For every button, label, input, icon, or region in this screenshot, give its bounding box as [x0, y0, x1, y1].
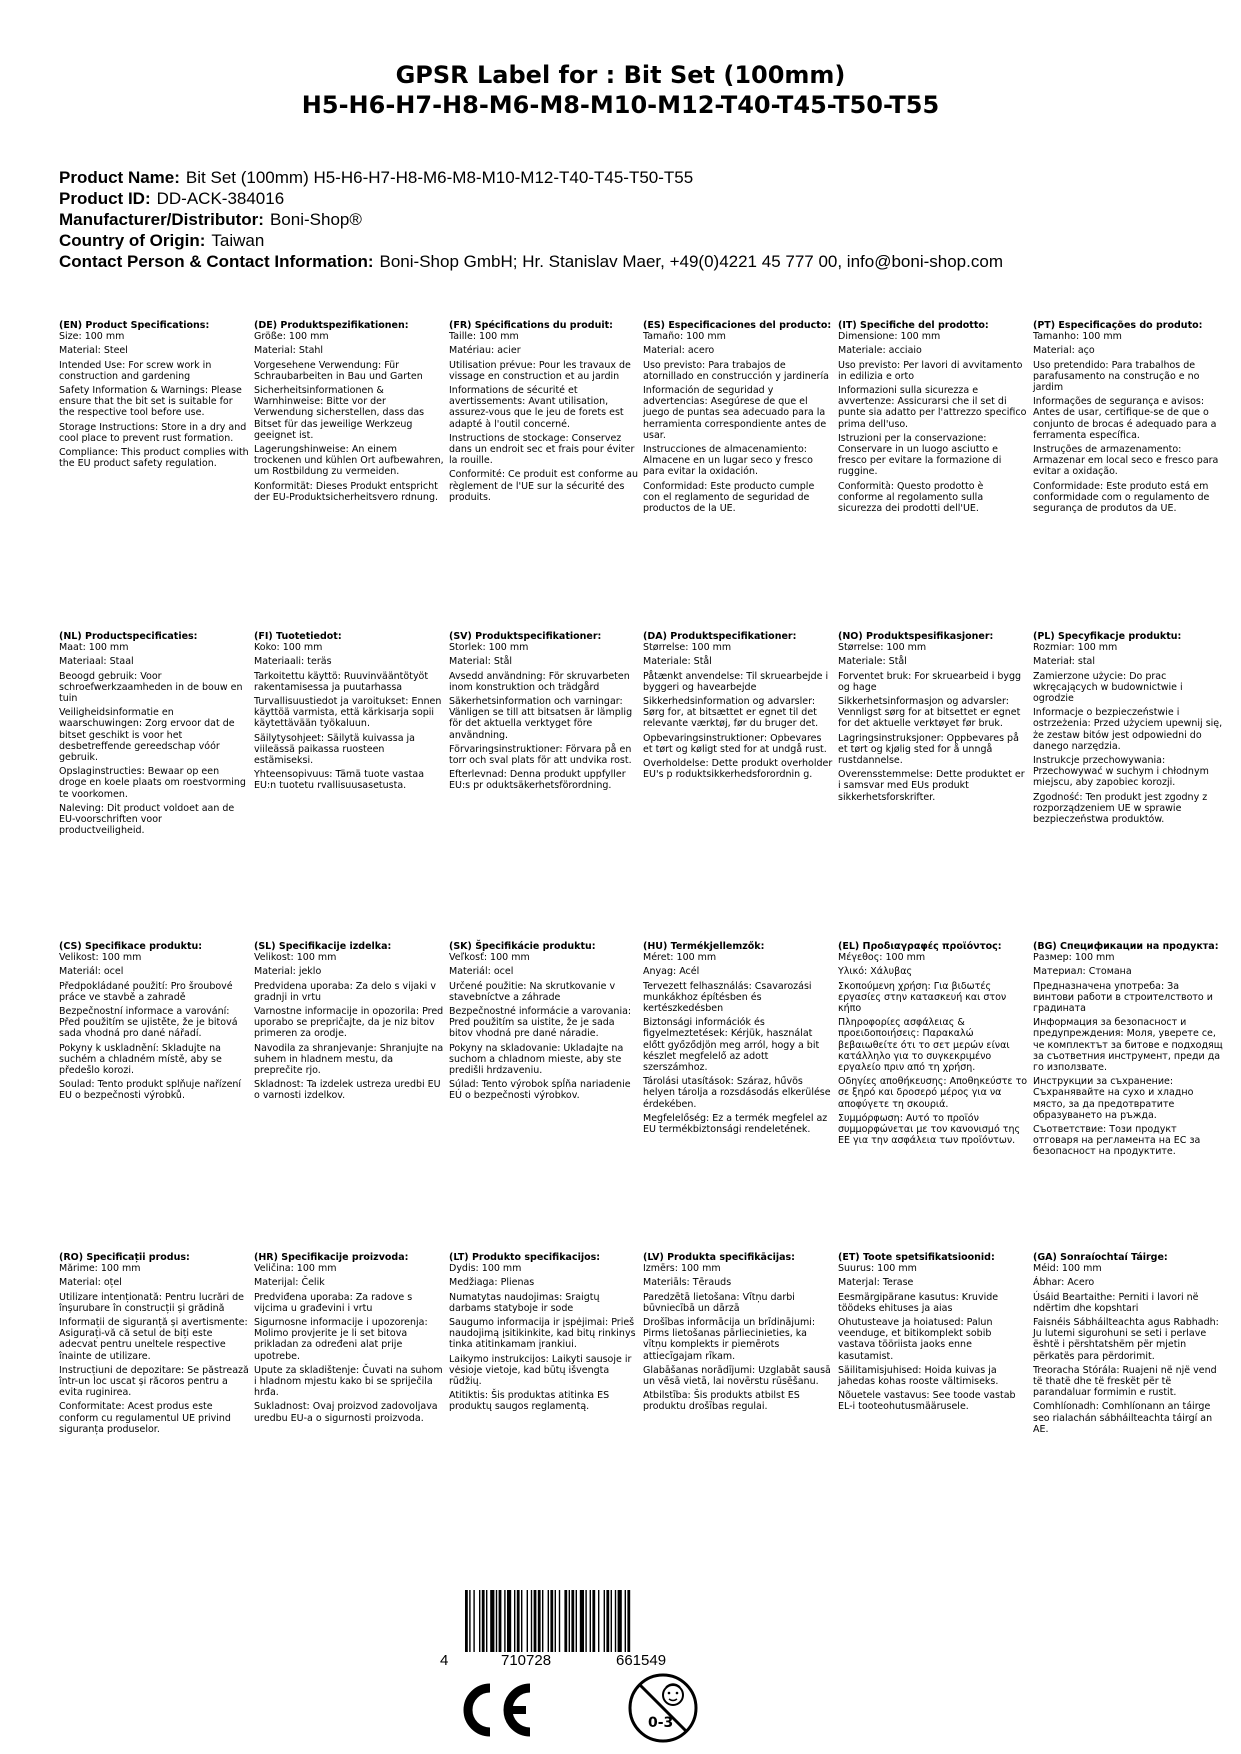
- spec-field: Zgodność: Ten produkt jest zgodny z rozporządzeniem UE w sprawie bezpieczeństwa produktów.: [1033, 791, 1208, 826]
- spec-block-title: (NO) Produktspesifikasjoner:: [838, 631, 994, 642]
- spec-field: Pokyny na skladovanie: Ukladajte na suchom a chladnom mieste, aby ste predišli hrdzaveniu.: [449, 1042, 624, 1077]
- barcode-bar: [627, 1590, 630, 1652]
- spec-block: [449, 941, 639, 1105]
- spec-field: Μέγεθος: 100 mm: [838, 952, 926, 964]
- spec-block-title: (EN) Product Specifications:: [59, 320, 210, 331]
- spec-field: Vorgesehene Verwendung: Für Schraubarbeiten in Bau und Garten: [254, 359, 423, 382]
- spec-field: Informazioni sulla sicurezza e avvertenze: Assicurarsi che il set di punte sia adatto per l'attrezzo specifico prima dell'uso.: [838, 385, 1027, 430]
- spec-field: Overensstemmelse: Dette produktet er i samsvar med EUs produkt sikkerhetsforskrifter.: [838, 769, 1025, 803]
- spec-block: [59, 320, 249, 472]
- spec-field: Beoogd gebruik: Voor schroefwerkzaamheden in de bouw en tuin: [59, 670, 243, 705]
- spec-field: Инструкции за съхранение: Съхранявайте на сухо и хладно място, за да предотвратите образуването на ръжда.: [1033, 1076, 1194, 1121]
- spec-field: Material: oțel: [59, 1277, 122, 1289]
- spec-field: Nõuetele vastavus: See toode vastab EL-i tooteohutusmäärusele.: [838, 1390, 1016, 1413]
- spec-block-title: (FR) Spécifications du produit:: [449, 320, 613, 331]
- spec-block-title: (PT) Especificações do produto:: [1033, 320, 1203, 331]
- spec-field: Určené použitie: Na skrutkovanie v stavebníctve a záhrade: [449, 980, 616, 1003]
- barcode-bar: [569, 1590, 570, 1652]
- spec-field: Größe: 100 mm: [254, 331, 329, 343]
- barcode-bar: [550, 1590, 553, 1652]
- spec-field: Opslaginstructies: Bewaar op een droge en koele plaats om roestvorming te voorkomen.: [59, 766, 246, 800]
- barcode-bar: [555, 1590, 556, 1652]
- spec-field: Συμμόρφωση: Αυτό το προϊόν συμμορφώνεται με τον κανονισμό της ΕΕ για την ασφάλεια των προϊόντων.: [838, 1112, 1021, 1147]
- spec-block: [838, 320, 1028, 517]
- spec-block: [838, 631, 1028, 806]
- barcode-bar: [534, 1590, 537, 1652]
- spec-field: Varnostne informacije in opozorila: Pred uporabo se prepričajte, da je niz bitov primeren za orodje.: [254, 1006, 444, 1040]
- spec-field: Navodila za shranjevanje: Shranjujte na suhem in hladnem mestu, da preprečite rjo.: [254, 1042, 444, 1077]
- spec-block-title: (BG) Спецификации на продукта:: [1033, 941, 1219, 952]
- barcode-bar: [559, 1590, 560, 1652]
- barcode-bar: [625, 1590, 626, 1652]
- spec-block: [449, 631, 639, 795]
- spec-field: Σκοπούμενη χρήση: Για βιδωτές εργασίες στην κατασκευή και στον κήπο: [838, 980, 1007, 1015]
- spec-field: Matériau: acier: [449, 345, 521, 357]
- spec-block: [643, 1252, 833, 1416]
- spec-field: Lagringsinstruksjoner: Oppbevares på et tørt og kjølig sted for å unngå rustdannelse.: [838, 732, 1019, 767]
- spec-block-title: (EL) Προδιαγραφές προϊόντος:: [838, 941, 1002, 952]
- spec-block-title: (ES) Especificaciones del producto:: [643, 320, 832, 331]
- spec-block-title: (ET) Toote spetsifikatsioonid:: [838, 1252, 995, 1263]
- info-line: [59, 230, 1003, 251]
- barcode-bar: [571, 1590, 574, 1652]
- spec-field: Drošības informācija un brīdinājumi: Pirms lietošanas pārliecinieties, ka vītņu komplekts ir piemērots attiecīgajam rīkam.: [643, 1317, 816, 1362]
- spec-field: Eesmärgipärane kasutus: Kruvide töödeks ehituses ja aias: [838, 1291, 999, 1314]
- spec-field: Instrukcje przechowywania: Przechowywać w suchym i chłodnym miejscu, aby zapobiec korozji.: [1033, 755, 1209, 789]
- spec-field: Предназначена употреба: За винтови работи в строителството и градината: [1033, 980, 1213, 1015]
- barcode-bar: [598, 1590, 599, 1652]
- spec-field: Méid: 100 mm: [1033, 1263, 1102, 1275]
- spec-block: [59, 941, 249, 1105]
- spec-field: Υλικό: Χάλυβας: [838, 966, 913, 978]
- spec-block: [254, 631, 444, 795]
- spec-field: Størrelse: 100 mm: [838, 642, 927, 654]
- spec-block-title: (HU) Termékjellemzők:: [643, 941, 765, 952]
- barcode-bar: [527, 1590, 528, 1652]
- spec-field: Информация за безопасност и предупреждения: Моля, уверете се, че комплектът за битове е подходящ за съответния инструмент, преди да го използвате.: [1033, 1017, 1223, 1074]
- spec-block: [1033, 1252, 1223, 1438]
- spec-field: Uso previsto: Per lavori di avvitamento in edilizia e orto: [838, 359, 1023, 382]
- spec-block-title: (GA) Sonraíochtaí Táirge:: [1033, 1252, 1168, 1263]
- barcode-bar: [615, 1590, 616, 1652]
- spec-field: Tamanho: 100 mm: [1033, 331, 1122, 343]
- spec-field: Materiál: ocel: [449, 966, 514, 978]
- spec-block-title: (SK) Špecifikácie produktu:: [449, 941, 596, 952]
- barcode: [440, 1590, 740, 1670]
- barcode-bar: [490, 1590, 494, 1652]
- spec-field: Tárolási utasítások: Száraz, hűvös helyen tárolja a rozsdásodás elkerülése érdekében.: [643, 1076, 831, 1110]
- spec-field: Skladnost: Ta izdelek ustreza uredbi EU o varnosti izdelkov.: [254, 1079, 441, 1102]
- spec-field: Intended Use: For screw work in construction and gardening: [59, 359, 212, 382]
- info-label: Country of Origin:: [59, 231, 206, 250]
- spec-field: Soulad: Tento produkt splňuje nařízení EU o bezpečnosti výrobků.: [59, 1079, 242, 1102]
- info-value: Bit Set (100mm) H5-H6-H7-H8-M6-M8-M10-M12-T40-T45-T50-T55: [185, 168, 694, 187]
- info-line: [59, 251, 1003, 272]
- spec-field: Atbilstība: Šis produkts atbilst ES produktu drošības regulai.: [643, 1390, 800, 1413]
- barcode-bar: [521, 1590, 522, 1652]
- spec-field: Veľkosť: 100 mm: [449, 952, 530, 964]
- spec-block-title: (DE) Produktspezifikationen:: [254, 320, 409, 331]
- spec-field: Materiał: stal: [1033, 656, 1096, 668]
- spec-field: Sigurnosne informacije i upozorenja: Molimo provjerite je li set bitova prikladan za određeni alat prije upotrebe.: [254, 1317, 428, 1362]
- spec-field: Sicherheitsinformationen & Warnhinweise: Bitte vor der Verwendung sicherstellen, dass das Bitset für das jeweilige Werkzeug geeignet ist.: [254, 385, 425, 441]
- barcode-right-group: 661549: [616, 1652, 667, 1669]
- barcode-bars: [465, 1590, 705, 1652]
- spec-field: Materiāls: Tērauds: [643, 1277, 732, 1289]
- spec-field: Turvallisuustiedot ja varoitukset: Ennen käyttöä varmista, että kärkisarja sopii käytettävään työkaluun.: [254, 696, 442, 730]
- spec-field: Tamaño: 100 mm: [643, 331, 726, 343]
- spec-field: Istruzioni per la conservazione: Conservare in un luogo asciutto e fresco per evitare la formazione di ruggine.: [838, 432, 1002, 478]
- spec-field: Sikkerhetsinformasjon og advarsler: Vennligst sørg for at bitsettet er egnet for det aktuelle verktøyet før bruk.: [838, 696, 1021, 730]
- spec-field: Съответствие: Този продукт отговаря на регламента на ЕС за безопасност на продуктите.: [1033, 1124, 1201, 1158]
- spec-field: Conformidade: Este produto está em conformidade com o regulamento de segurança de produtos da UE.: [1033, 480, 1210, 515]
- spec-block-title: (SL) Specifikacije izdelka:: [254, 941, 392, 952]
- spec-block-title: (CS) Specifikace produktu:: [59, 941, 203, 952]
- spec-field: Οδηγίες αποθήκευσης: Αποθηκεύστε το σε ξηρό και δροσερό μέρος για να αποφύγετε τη σκουριά.: [838, 1076, 1028, 1110]
- spec-block: [1033, 941, 1223, 1161]
- spec-field: Dydis: 100 mm: [449, 1263, 522, 1275]
- barcode-bar: [611, 1590, 612, 1652]
- barcode-bar: [507, 1590, 511, 1652]
- barcode-bar: [469, 1590, 470, 1652]
- barcode-bar: [482, 1590, 485, 1652]
- spec-field: Sikkerhedsinformation og advarsler: Sørg for, at bitsættet er egnet til det relevante værktøj, før du bruger det.: [643, 696, 819, 730]
- spec-field: Informations de sécurité et avertissements: Avant utilisation, assurez-vous que le jeu de forets est adapté à l'outil concerné.: [449, 385, 624, 430]
- spec-field: Veličina: 100 mm: [254, 1263, 337, 1275]
- spec-field: Comhlíonadh: Comhlíonann an táirge seo rialachán sábháilteachta táirgí an AE.: [1033, 1401, 1213, 1435]
- spec-field: Ábhar: Acero: [1033, 1277, 1095, 1289]
- spec-field: Koko: 100 mm: [254, 642, 323, 654]
- spec-field: Suurus: 100 mm: [838, 1263, 917, 1275]
- spec-field: Méret: 100 mm: [643, 952, 717, 964]
- spec-field: Materiale: Stål: [838, 656, 907, 668]
- barcode-bar: [499, 1590, 502, 1652]
- spec-field: Forventet bruk: For skruearbeid i bygg og hage: [838, 670, 1022, 693]
- spec-field: Material: jeklo: [254, 966, 322, 978]
- spec-field: Tervezett felhasználás: Csavarozási munkákhoz építésben és kertészkedésben: [643, 980, 812, 1015]
- barcode-bar: [542, 1590, 543, 1652]
- spec-block: [254, 320, 444, 506]
- spec-field: Material: Steel: [59, 345, 128, 357]
- info-value: Boni-Shop GmbH; Hr. Stanislav Maer, +49(0)4221 45 777 00, info@boni-shop.com: [379, 252, 1003, 271]
- spec-block: [643, 941, 833, 1138]
- barcode-bar: [479, 1590, 480, 1652]
- spec-field: Informații de siguranță și avertismente: Asigurați-vă că setul de biți este adecvat pentru uneltele respective înainte de utilizare.: [59, 1317, 248, 1362]
- spec-field: Yhteensopivuus: Tämä tuote vastaa EU:n tuotetu rvallisuusasetusta.: [254, 769, 425, 792]
- spec-field: Sukladnost: Ovaj proizvod zadovoljava uredbu EU-a o sigurnosti proizvoda.: [254, 1401, 438, 1424]
- spec-field: Atitiktis: Šis produktas atitinka ES produktų saugos reglamentą.: [449, 1390, 610, 1413]
- spec-field: Conformité: Ce produit est conforme au règlement de l'UE sur la sécurité des produits.: [449, 469, 638, 503]
- barcode-bar: [585, 1590, 586, 1652]
- spec-block-title: (NL) Productspecificaties:: [59, 631, 198, 642]
- spec-block: [449, 320, 639, 506]
- spec-field: Tarkoitettu käyttö: Ruuvinvääntötyöt rakentamisessa ja puutarhassa: [254, 670, 429, 693]
- barcode-bar: [580, 1590, 584, 1652]
- spec-field: Instrucciones de almacenamiento: Almacene en un lugar seco y fresco para evitar la oxidación.: [643, 444, 813, 478]
- spec-field: Safety Information & Warnings: Please ensure that the bit set is suitable for the respective tool before use.: [59, 385, 242, 419]
- barcode-bar: [604, 1590, 605, 1652]
- spec-block: [254, 941, 444, 1105]
- spec-block: [643, 320, 833, 517]
- spec-field: Předpokládané použití: Pro šroubové práce ve stavbě a zahradě: [59, 980, 233, 1003]
- spec-field: Anyag: Acél: [643, 966, 700, 978]
- spec-block-title: (PL) Specyfikacje produktu:: [1033, 631, 1182, 642]
- spec-field: Medžiaga: Plienas: [449, 1277, 535, 1289]
- spec-block-title: (LV) Produkta specifikācijas:: [643, 1252, 795, 1263]
- spec-field: Uso pretendido: Para trabalhos de parafusamento na construção e no jardim: [1033, 359, 1200, 394]
- spec-field: Instructions de stockage: Conservez dans un endroit sec et frais pour éviter la rouille.: [449, 432, 635, 467]
- spec-field: Velikost: 100 mm: [59, 952, 142, 964]
- spec-field: Påtænkt anvendelse: Til skruearbejde i byggeri og havearbejde: [643, 670, 829, 693]
- spec-block: [838, 1252, 1028, 1416]
- spec-block-title: (LT) Produkto specifikacijos:: [449, 1252, 601, 1263]
- spec-field: Súlad: Tento výrobok spĺňa nariadenie EÚ o bezpečnosti výrobkov.: [449, 1079, 631, 1102]
- barcode-bar: [486, 1590, 487, 1652]
- spec-field: Biztonsági információk és figyelmeztetések: Kérjük, használat előtt győződjön meg arról, hogy a bit készlet megfelelő az adott szerszámhoz.: [643, 1017, 820, 1074]
- spec-field: Izmērs: 100 mm: [643, 1263, 721, 1275]
- spec-block: [59, 631, 249, 839]
- spec-field: Upute za skladištenje: Čuvati na suhom i hladnom mjestu kako bi se spriječila hrđa.: [254, 1364, 443, 1399]
- spec-field: Material: Stahl: [254, 345, 324, 357]
- barcode-bar: [592, 1590, 595, 1652]
- spec-block-title: (SV) Produktspecifikationer:: [449, 631, 602, 642]
- spec-field: Dimensione: 100 mm: [838, 331, 941, 343]
- spec-field: Naleving: Dit product voldoet aan de EU-voorschriften voor productveiligheid.: [59, 802, 235, 837]
- age-warning-icon: [626, 1671, 700, 1745]
- spec-field: Paredzētā lietošana: Vītņu darbi būvniecībā un dārzā: [643, 1291, 795, 1314]
- info-label: Product ID:: [59, 189, 151, 208]
- spec-field: Información de seguridad y advertencias: Asegúrese de que el juego de puntas sea adecuado para la herramienta correspondiente antes de usar.: [643, 385, 827, 441]
- spec-field: Conformitate: Acest produs este conform cu regulamentul UE privind siguranța produselor.: [59, 1401, 231, 1435]
- spec-field: Materiale: acciaio: [838, 345, 922, 357]
- spec-field: Treoracha Stórála: Ruajeni në një vend të thatë dhe të freskët për të parandaluar formimin e rustit.: [1033, 1364, 1217, 1399]
- spec-field: Utilisation prévue: Pour les travaux de vissage en construction et au jardin: [449, 359, 631, 382]
- spec-field: Megfelelőség: Ez a termék megfelel az EU termékbiztonsági rendeletének.: [643, 1112, 828, 1136]
- spec-field: Zamierzone użycie: Do prac wkręcających w budownictwie i ogrodzie: [1033, 670, 1183, 705]
- spec-field: Förvaringsinstruktioner: Förvara på en torr och sval plats för att undvika rost.: [449, 743, 632, 767]
- spec-field: Materijal: Čelik: [254, 1277, 325, 1289]
- info-value: DD-ACK-384016: [156, 189, 285, 208]
- barcode-bar: [538, 1590, 541, 1652]
- spec-field: Avsedd användning: För skruvarbeten inom konstruktion och trädgård: [449, 670, 630, 693]
- spec-field: Predvidena uporaba: Za delo s vijaki v gradnji in vrtu: [254, 980, 436, 1003]
- barcode-bar: [504, 1590, 505, 1652]
- spec-field: Instruções de armazenamento: Armazenar em local seco e fresco para evitar a oxidação.: [1033, 444, 1219, 478]
- title-line-2: H5-H6-H7-H8-M6-M8-M10-M12-T40-T45-T50-T55: [301, 91, 940, 119]
- spec-block-title: (IT) Specifiche del prodotto:: [838, 320, 989, 331]
- spec-field: Material: Stål: [449, 656, 513, 668]
- info-line: [59, 209, 1003, 230]
- spec-block: [643, 631, 833, 783]
- spec-field: Glabāšanas norādījumi: Uzglabāt sausā un vēsā vietā, lai novērstu rūsēšanu.: [643, 1364, 831, 1388]
- spec-field: Mărime: 100 mm: [59, 1263, 141, 1275]
- info-value: Taiwan: [211, 231, 265, 250]
- spec-field: Säilitamisjuhised: Hoida kuivas ja jahedas kohas rooste vältimiseks.: [838, 1364, 999, 1388]
- info-label: Manufacturer/Distributor:: [59, 210, 264, 229]
- info-line: [59, 167, 1003, 188]
- barcode-bar: [496, 1590, 497, 1652]
- spec-field: Compliance: This product complies with the EU product safety regulation.: [59, 447, 249, 470]
- spec-field: Säilytysohjeet: Säilytä kuivassa ja viileässä paikassa ruosteen estämiseksi.: [254, 732, 415, 767]
- barcode-bar: [576, 1590, 577, 1652]
- spec-field: Material: acero: [643, 345, 715, 357]
- spec-field: Storage Instructions: Store in a dry and cool place to prevent rust formation.: [59, 421, 247, 444]
- spec-block-title: (HR) Specifikacije proizvoda:: [254, 1252, 409, 1263]
- spec-field: Laikymo instrukcijos: Laikyti sausoje ir vėsioje vietoje, kad būtų išvengta rūdžių.: [449, 1353, 632, 1388]
- spec-field: Efterlevnad: Denna produkt uppfyller EU:s pr oduktsäkerhetsförordning.: [449, 769, 626, 792]
- spec-field: Instrucțiuni de depozitare: Se păstrează într-un loc uscat și răcoros pentru a evita ruginirea.: [59, 1364, 249, 1399]
- spec-field: Ohutusteave ja hoiatused: Palun veenduge, et bitikomplekt sobib vastava tööriista jaoks enne kasutamist.: [838, 1317, 993, 1362]
- spec-field: Úsáid Beartaithe: Perniti i lavori në ndërtim dhe kopshtari: [1033, 1291, 1199, 1314]
- barcode-bar: [517, 1590, 520, 1652]
- barcode-first-digit: 4: [440, 1652, 449, 1669]
- barcode-left-group: 710728: [501, 1652, 552, 1669]
- spec-field: Storlek: 100 mm: [449, 642, 529, 654]
- spec-field: Maat: 100 mm: [59, 642, 129, 654]
- spec-block-title: (FI) Tuotetiedot:: [254, 631, 342, 642]
- spec-field: Bezpečnostní informace a varování: Před použitím se ujistěte, že je bitová sada vhodná pro dané nářadí.: [59, 1006, 238, 1040]
- barcode-bar: [465, 1590, 468, 1652]
- spec-field: Materiaali: teräs: [254, 656, 332, 668]
- spec-field: Säkerhetsinformation och varningar: Vänligen se till att bitsatsen är lämplig för det aktuella verktyget före användning.: [449, 696, 633, 741]
- ce-mark-icon: [456, 1682, 536, 1738]
- spec-field: Størrelse: 100 mm: [643, 642, 732, 654]
- spec-block: [59, 1252, 249, 1438]
- info-label: Contact Person & Contact Information:: [59, 252, 374, 271]
- spec-block: [838, 941, 1028, 1149]
- spec-field: Velikost: 100 mm: [254, 952, 337, 964]
- spec-field: Konformität: Dieses Produkt entspricht der EU-Produktsicherheitsvero rdnung.: [254, 480, 439, 503]
- barcode-bar: [564, 1590, 567, 1652]
- spec-block: [1033, 631, 1223, 828]
- spec-field: Material: aço: [1033, 345, 1095, 357]
- spec-field: Size: 100 mm: [59, 331, 125, 343]
- info-line: [59, 188, 1003, 209]
- spec-field: Размер: 100 mm: [1033, 952, 1115, 964]
- title-line-1: GPSR Label for : Bit Set (100mm): [395, 61, 846, 89]
- product-info: [59, 167, 1003, 272]
- spec-block: [1033, 320, 1223, 517]
- barcode-bar: [590, 1590, 591, 1652]
- age-warning-text: 0-3: [648, 1715, 674, 1731]
- spec-field: Overholdelse: Dette produkt overholder EU's p roduktsikkerhedsforordnin g.: [643, 758, 833, 781]
- spec-field: Πληροφορίες ασφάλειας & προειδοποιήσεις: Παρακαλώ βεβαιωθείτε ότι το σετ μερών είναι κατάλληλο για το συγκεκριμένο εργαλείο πριν από τη χρήση.: [838, 1017, 1010, 1074]
- spec-field: Opbevaringsinstruktioner: Opbevares et tørt og køligt sted for at undgå rust.: [643, 732, 827, 755]
- spec-field: Materiál: ocel: [59, 966, 124, 978]
- spec-field: Conformità: Questo prodotto è conforme al regolamento sulla sicurezza dei prodotti dell'UE.: [838, 480, 984, 515]
- barcode-bar: [606, 1590, 609, 1652]
- spec-field: Informacje o bezpieczeństwie i ostrzeżenia: Przed użyciem upewnij się, że zestaw bitów jest odpowiedni do danego narzędzia.: [1033, 707, 1223, 752]
- spec-field: Materjal: Terase: [838, 1277, 914, 1289]
- spec-field: Taille: 100 mm: [449, 331, 519, 343]
- spec-field: Uso previsto: Para trabajos de atornillado en construcción y jardinería: [643, 359, 829, 382]
- spec-field: Rozmiar: 100 mm: [1033, 642, 1118, 654]
- barcode-bar: [514, 1590, 515, 1652]
- spec-field: Lagerungshinweise: An einem trockenen und kühlen Ort aufbewahren, um Rostbildung zu vermeiden.: [254, 444, 444, 478]
- barcode-bar: [531, 1590, 532, 1652]
- info-value: Boni-Shop®: [269, 210, 362, 229]
- spec-field: Saugumo informacija ir įspėjimai: Prieš naudojimą įsitikinkite, kad bitų rinkinys tinka atitinkamam įrankiui.: [449, 1317, 636, 1351]
- spec-field: Bezpečnostné informácie a varovania: Pred použitím sa uistite, že je sada bitov vhodná pre dané náradie.: [449, 1006, 632, 1040]
- spec-block: [449, 1252, 639, 1416]
- spec-field: Материал: Стомана: [1033, 966, 1132, 978]
- spec-block-title: (DA) Produktspecifikationer:: [643, 631, 797, 642]
- barcode-bar: [473, 1590, 474, 1652]
- spec-block-title: (RO) Specificații produs:: [59, 1252, 190, 1263]
- spec-field: Numatytas naudojimas: Sraigtų darbams statyboje ir sode: [449, 1291, 600, 1314]
- spec-field: Pokyny k uskladnění: Skladujte na suchém a chladném místě, aby se předešlo korozi.: [59, 1042, 222, 1077]
- spec-field: Conformidad: Este producto cumple con el reglamento de seguridad de productos de la UE.: [643, 480, 815, 515]
- info-label: Product Name:: [59, 168, 180, 187]
- barcode-bar: [618, 1590, 622, 1652]
- spec-field: Faisnéis Sábháilteachta agus Rabhadh: Ju lutemi sigurohuni se seti i perlave është i përshtatshëm për mjetin përkatës para përdorimit.: [1033, 1317, 1219, 1362]
- spec-field: Materiale: Stål: [643, 656, 712, 668]
- spec-field: Predviđena uporaba: Za radove s vijcima u građevini i vrtu: [254, 1291, 413, 1314]
- spec-field: Informações de segurança e avisos: Antes de usar, certifique-se de que o conjunto de brocas é adequado para a ferramenta específica.: [1033, 396, 1217, 441]
- spec-field: Veiligheidsinformatie en waarschuwingen: Zorg ervoor dat de bitset geschikt is voor het desbetreffende gereedschap vóór gebruik.: [59, 707, 235, 764]
- spec-block: [254, 1252, 444, 1427]
- barcode-bar: [548, 1590, 549, 1652]
- spec-field: Utilizare intenționată: Pentru lucrări de înșurubare în construcții și grădină: [59, 1291, 244, 1314]
- spec-field: Materiaal: Staal: [59, 656, 134, 668]
- page-title: [0, 60, 1241, 120]
